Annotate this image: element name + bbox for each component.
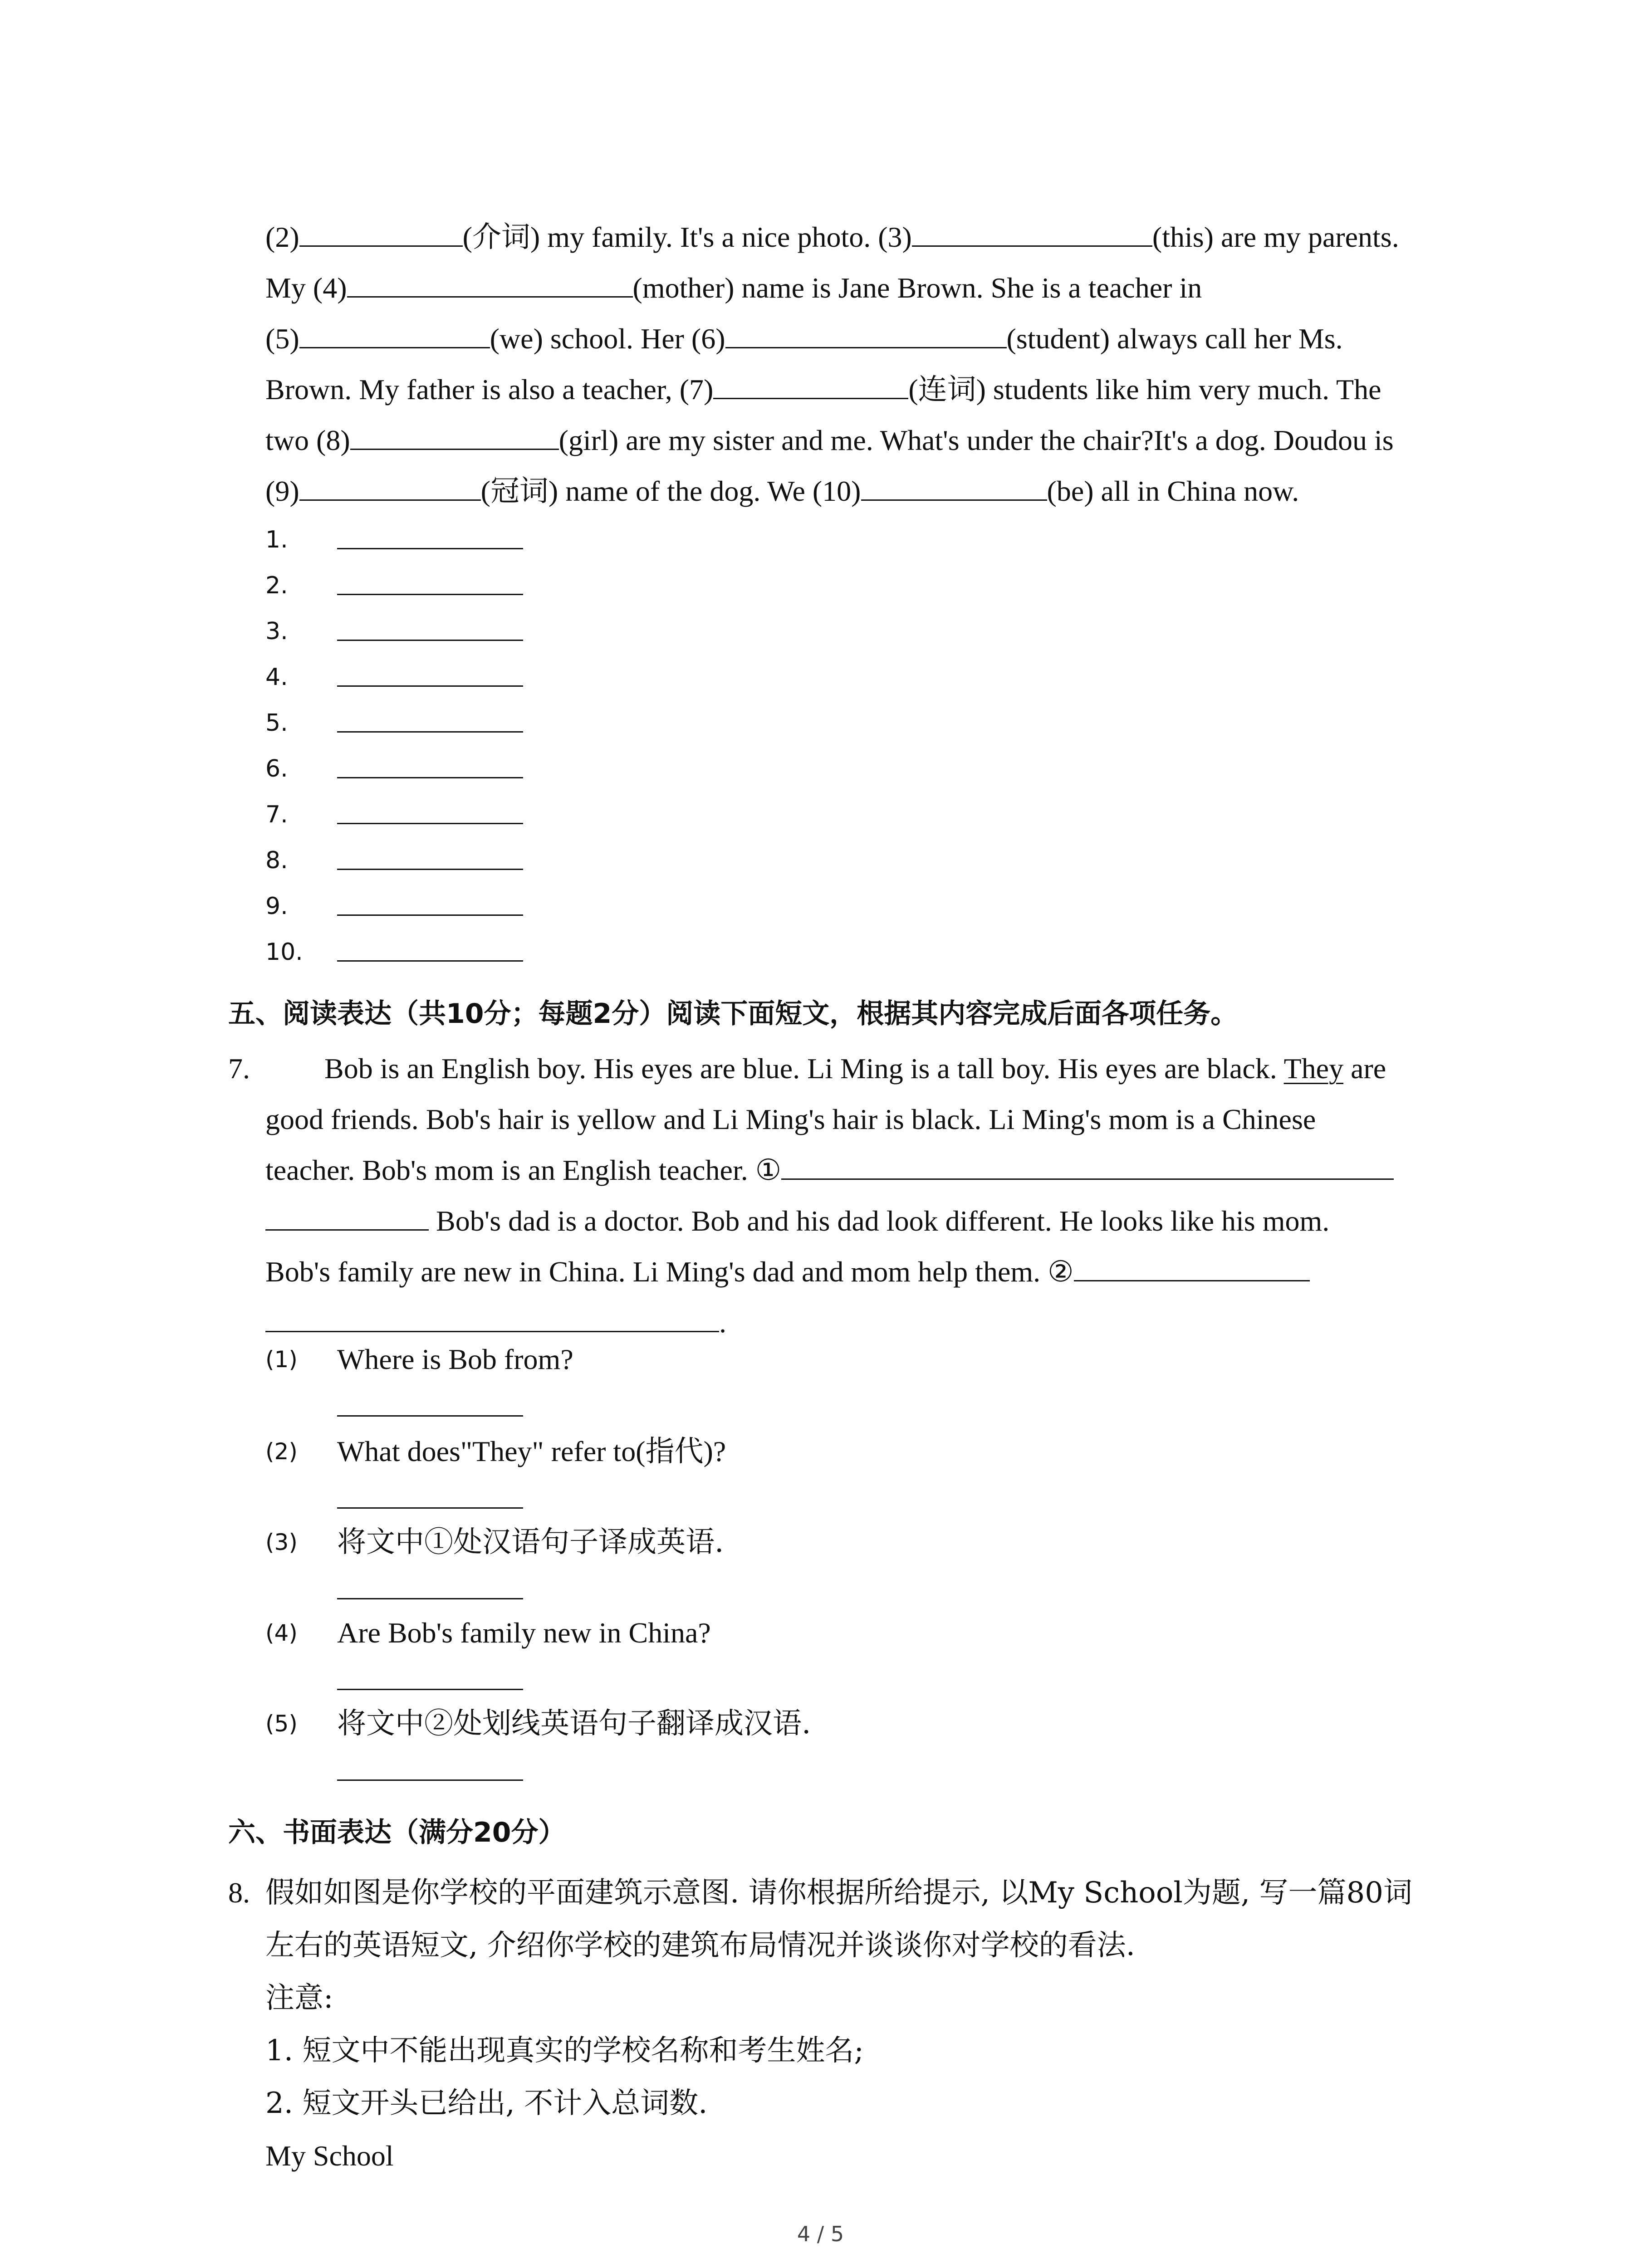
- answer-number: 9.: [265, 893, 288, 920]
- blank-8[interactable]: [350, 422, 559, 450]
- cloze-text: (be) all in China now.: [1047, 475, 1299, 507]
- answer-line[interactable]: [337, 823, 523, 824]
- answer-line[interactable]: [337, 548, 523, 549]
- cloze-line-2: [265, 263, 1463, 313]
- answer-number: 7.: [265, 801, 288, 828]
- cloze-text: (连词) students like him very much. The: [908, 373, 1381, 406]
- writing-line: 1. 短文中不能出现真实的学校名称和考生姓名;: [265, 2034, 864, 2068]
- answer-line[interactable]: [337, 960, 523, 962]
- writing-line: 2. 短文开头已给出, 不计入总词数.: [265, 2087, 708, 2120]
- reading-text: .: [719, 1306, 726, 1339]
- blank-5[interactable]: [299, 321, 490, 348]
- cloze-line-1: [265, 212, 1463, 263]
- question-8-number: 8.: [228, 1877, 250, 1909]
- subquestion-number: (4): [265, 1620, 298, 1646]
- answer-number: 6.: [265, 755, 288, 782]
- cloze-line-4: [265, 364, 1463, 415]
- answer-line[interactable]: [337, 594, 523, 595]
- answer-line[interactable]: [337, 685, 523, 687]
- answer-line[interactable]: [337, 777, 523, 778]
- writing-line: 左右的英语短文, 介绍你学校的建筑布局情况并谈谈你对学校的看法.: [265, 1929, 1136, 1962]
- answer-number: 2.: [265, 572, 288, 599]
- subquestion-text: Are Bob's family new in China?: [337, 1617, 711, 1649]
- question-7-number: 7.: [228, 1052, 250, 1085]
- reading-text: Bob's family are new in China. Li Ming's dad and mom help them. ②: [265, 1256, 1074, 1288]
- subquestion-number: (1): [265, 1346, 298, 1373]
- blank-9[interactable]: [299, 473, 481, 501]
- cloze-line-5: [265, 415, 1463, 466]
- reading-line-5: [265, 1246, 1463, 1297]
- answer-number: 3.: [265, 618, 288, 645]
- underlined-they: They: [1283, 1052, 1344, 1085]
- reading-text: are: [1351, 1052, 1386, 1085]
- reading-line-1: [265, 1043, 1463, 1094]
- cloze-text: Brown. My father is also a teacher, (7): [265, 373, 714, 406]
- cloze-text: (2): [265, 221, 299, 253]
- answer-number: 1.: [265, 526, 288, 553]
- answer-line[interactable]: [337, 640, 523, 641]
- blank-circle-2-cont[interactable]: [265, 1305, 719, 1332]
- subquestion-text: 将文中②处划线英语句子翻译成汉语.: [337, 1707, 811, 1740]
- reading-text: teacher. Bob's mom is an English teacher. ①: [265, 1154, 782, 1186]
- blank-circle-2[interactable]: [1074, 1254, 1310, 1281]
- subquestion-number: (3): [265, 1529, 298, 1555]
- writing-line: 假如如图是你学校的平面建筑示意图. 请你根据所给提示, 以My School为题, 写一篇80词: [265, 1876, 1412, 1910]
- cloze-line-6: [265, 466, 1463, 517]
- answer-line[interactable]: [337, 1415, 523, 1417]
- cloze-text: My (4): [265, 272, 347, 304]
- cloze-text: (mother) name is Jane Brown. She is a teacher in: [632, 272, 1202, 304]
- cloze-text: (介词) my family. It's a nice photo. (3): [462, 221, 912, 253]
- reading-text: Bob's dad is a doctor. Bob and his dad look different. He looks like his mom.: [436, 1205, 1330, 1237]
- cloze-text: (9): [265, 475, 299, 507]
- answer-line[interactable]: [337, 731, 523, 733]
- answer-line[interactable]: [337, 1689, 523, 1690]
- subquestion-text: Where is Bob from?: [337, 1343, 573, 1375]
- blank-3[interactable]: [912, 219, 1152, 247]
- answer-line[interactable]: [337, 914, 523, 916]
- cloze-text: (5): [265, 323, 299, 355]
- cloze-text: two (8): [265, 424, 350, 456]
- answer-number: 10.: [265, 938, 303, 966]
- answer-number: 4.: [265, 664, 288, 691]
- cloze-text: (student) always call her Ms.: [1006, 323, 1343, 355]
- subquestion-number: (2): [265, 1438, 298, 1465]
- writing-prompt: [265, 1867, 1463, 2182]
- blank-circle-1-cont[interactable]: [265, 1203, 429, 1231]
- reading-line-2: [265, 1094, 1463, 1145]
- answer-line[interactable]: [337, 869, 523, 870]
- cloze-text: (this) are my parents.: [1152, 221, 1399, 253]
- subquestion-text: 将文中①处汉语句子译成英语.: [337, 1525, 724, 1559]
- subquestion-number: (5): [265, 1711, 298, 1737]
- reading-line-3: [265, 1145, 1463, 1196]
- blank-7[interactable]: [713, 371, 908, 399]
- subquestion-text: What does"They" refer to(指代)?: [337, 1435, 726, 1467]
- cloze-text: (girl) are my sister and me. What's under the chair?It's a dog. Doudou is: [558, 424, 1394, 456]
- reading-line-4: [265, 1196, 1463, 1246]
- cloze-line-3: [265, 313, 1463, 364]
- section-6-heading: 六、书面表达（满分20分）: [228, 1817, 566, 1848]
- answer-line[interactable]: [337, 1779, 523, 1781]
- reading-passage: [265, 1043, 1463, 1348]
- blank-4[interactable]: [347, 270, 633, 298]
- blank-10[interactable]: [861, 473, 1047, 501]
- essay-title: My School: [265, 2140, 394, 2172]
- answer-number: 5.: [265, 709, 288, 737]
- answer-line[interactable]: [337, 1598, 523, 1599]
- section-5-heading: 五、阅读表达（共10分；每题2分）阅读下面短文，根据其内容完成后面各项任务。: [228, 998, 1238, 1030]
- answer-number: 8.: [265, 847, 288, 874]
- reading-text: good friends. Bob's hair is yellow and Li Ming's hair is black. Li Ming's mom is a Chinese: [265, 1103, 1316, 1135]
- page-number: 4 / 5: [797, 2222, 844, 2246]
- cloze-text: (we) school. Her (6): [490, 323, 725, 355]
- reading-text: Bob is an English boy. His eyes are blue. Li Ming is a tall boy. His eyes are black.: [324, 1052, 1277, 1085]
- writing-line: 注意:: [265, 1981, 333, 2015]
- cloze-text: (冠词) name of the dog. We (10): [480, 475, 861, 507]
- blank-circle-1[interactable]: [781, 1152, 1394, 1180]
- cloze-passage: [265, 212, 1463, 517]
- blank-2[interactable]: [299, 219, 463, 247]
- blank-6[interactable]: [725, 321, 1007, 348]
- answer-line[interactable]: [337, 1507, 523, 1509]
